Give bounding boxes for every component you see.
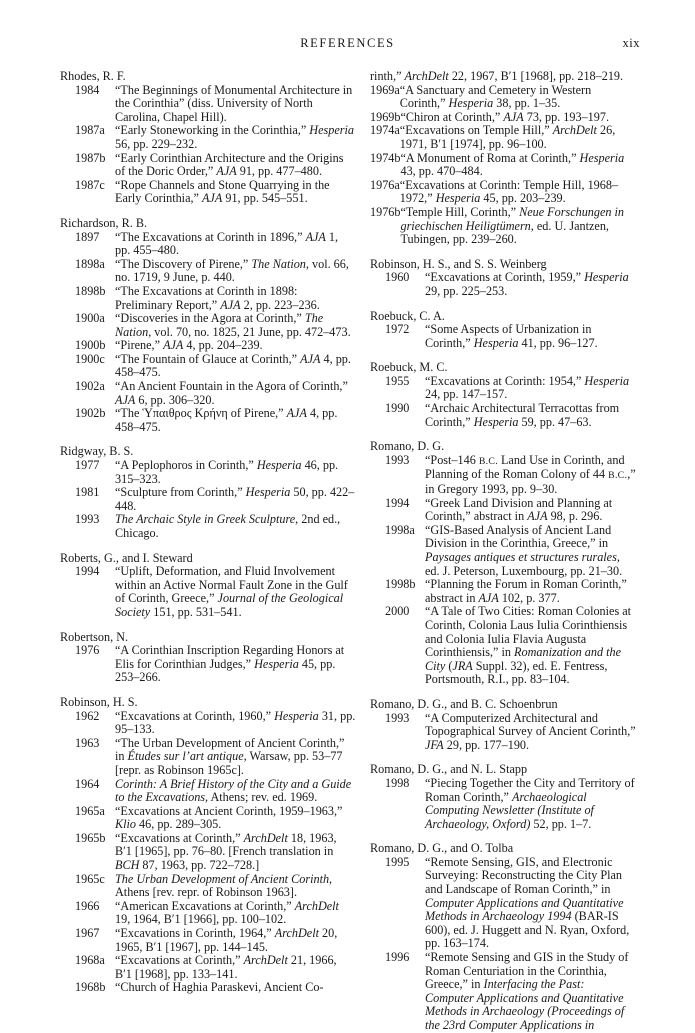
author-block	[370, 70, 636, 247]
reference-entry	[60, 900, 356, 927]
entry-year: 1976b	[370, 204, 401, 219]
entry-year: 1976a	[370, 177, 400, 192]
entry-year: 1998b	[385, 577, 416, 592]
entry-year: 1960	[385, 270, 410, 285]
reference-entry	[60, 644, 356, 685]
author-block	[370, 842, 636, 1032]
entry-year: 2000	[385, 604, 410, 619]
entry-text: rinth,” ArchDelt 22, 1967, B′1 [1968], pp. 218–219.	[370, 69, 624, 83]
entry-text: “Post–146 B.C. Land Use in Corinth, and Planning of the Roman Colony of 44 B.C.,” in Gregory 1993, pp. 9–30.	[425, 452, 636, 497]
author-name: Romano, D. G., and N. L. Stapp	[370, 762, 528, 777]
entry-text: “The Urban Development of Ancient Corinth,” in Études sur l’art antique, Warsaw, pp. 53–77 [repr. as Robinson 1965c].	[115, 735, 345, 777]
reference-entry	[60, 285, 356, 312]
author-block	[370, 258, 636, 299]
entry-text: Corinth: A Brief History of the City and a Guide to the Excavations, Athens; rev. ed. 1969.	[115, 776, 352, 805]
entry-year: 1900c	[75, 351, 105, 366]
reference-entry	[60, 778, 356, 805]
entry-text: “Early Corinthian Architecture and the Origins of the Doric Order,” AJA 91, pp. 477–480.	[115, 150, 344, 179]
entry-text: “Some Aspects of Urbanization in Corinth,” Hesperia 41, pp. 96–127.	[425, 322, 598, 350]
reference-entry	[370, 206, 636, 247]
entry-text: “An Ancient Fountain in the Agora of Corinth,” AJA 6, pp. 306–320.	[115, 379, 348, 407]
entry-year: 1969a	[370, 82, 400, 97]
reference-entry	[370, 605, 636, 687]
entry-year: 1967	[75, 926, 100, 941]
entry-text: “Excavations at Ancient Corinth, 1959–1963,” Klio 46, pp. 289–305.	[115, 803, 343, 832]
entry-year: 1993	[75, 512, 100, 527]
entry-year: 1993	[385, 452, 410, 467]
author-block	[60, 217, 356, 435]
reference-entry	[370, 951, 636, 1033]
author-block	[370, 361, 636, 429]
reference-entry	[60, 380, 356, 407]
entry-year: 1974a	[370, 123, 400, 138]
reference-entry	[370, 271, 636, 298]
entry-text: “Archaic Architectural Terracottas from Corinth,” Hesperia 59, pp. 47–63.	[425, 401, 620, 429]
reference-entry	[60, 84, 356, 125]
author-block	[60, 631, 356, 685]
entry-text: “Temple Hill, Corinth,” Neue Forschungen in griechischen Heiligtümern, ed. U. Jantzen, Tubingen, pp. 239–260.	[400, 204, 625, 247]
reference-entry	[370, 375, 636, 402]
reference-entry	[60, 152, 356, 179]
entry-text: “Excavations at Corinth,” ArchDelt 18, 1963, B′1 [1965], pp. 76–80. [French translation in BCH 87, 1963, pp. 722–728.]	[115, 830, 337, 873]
entry-year: 1955	[385, 373, 410, 388]
author-name: Roberts, G., and I. Steward	[60, 550, 193, 565]
entry-year: 1977	[75, 458, 100, 473]
entry-text: “Planning the Forum in Roman Corinth,” abstract in AJA 102, p. 377.	[425, 577, 627, 605]
right-column	[370, 70, 636, 1033]
reference-entry	[60, 339, 356, 353]
reference-entry	[370, 323, 636, 350]
entry-text: “Church of Haghia Paraskevi, Ancient Co-	[115, 980, 324, 995]
reference-entry	[60, 407, 356, 434]
reference-entry	[60, 927, 356, 954]
author-name: Rhodes, R. F.	[60, 69, 126, 83]
reference-entry	[60, 258, 356, 285]
entry-year: 1902a	[75, 379, 105, 394]
entry-text: “A Tale of Two Cities: Roman Colonies at Corinth, Colonia Laus Iulia Corinthiensis and Colonia Iulia Flavia Augusta Corinthiensis,” in Romanization and the City (JRA Suppl. 32), ed. E. Fentress, Portsmouth, R.I., pp. 83–104.	[425, 604, 632, 687]
reference-entry	[60, 954, 356, 981]
reference-entry	[60, 873, 356, 900]
entry-year: 1994	[75, 564, 100, 579]
entry-year: 1964	[75, 776, 100, 791]
reference-entry	[370, 777, 636, 831]
author-name: Robinson, H. S.	[60, 694, 138, 709]
entry-year: 1968a	[75, 953, 105, 968]
entry-text: The Urban Development of Ancient Corinth, Athens [rev. repr. of Robinson 1963].	[115, 871, 333, 900]
entry-year: 1900a	[75, 311, 105, 326]
reference-entry	[370, 70, 636, 84]
entry-text: The Archaic Style in Greek Sculpture, 2nd ed., Chicago.	[115, 512, 341, 540]
author-name: Romano, D. G.	[370, 439, 445, 454]
entry-year: 1998a	[385, 522, 415, 537]
reference-entry	[370, 578, 636, 605]
reference-entry	[370, 179, 636, 206]
reference-entry	[370, 84, 636, 111]
entry-text: “The Fountain of Glauce at Corinth,” AJA 4, pp. 458–475.	[115, 351, 351, 380]
entry-text: “American Excavations at Corinth,” ArchDelt 19, 1964, B′1 [1966], pp. 100–102.	[115, 898, 339, 927]
entry-year: 1990	[385, 401, 410, 416]
entry-text: “A Sanctuary and Cemetery in Western Corinth,” Hesperia 38, pp. 1–35.	[399, 82, 592, 111]
running-title: REFERENCES	[300, 36, 395, 50]
reference-entry	[60, 513, 356, 540]
entry-text: “Greek Land Division and Planning at Corinth,” abstract in AJA 98, p. 296.	[425, 495, 613, 524]
reference-entry	[370, 402, 636, 429]
author-name: Robinson, H. S., and S. S. Weinberg	[370, 256, 547, 271]
author-name: Roebuck, C. A.	[370, 308, 445, 323]
entry-year: 1897	[75, 229, 100, 244]
entry-text: “Pirene,” AJA 4, pp. 204–239.	[115, 338, 263, 353]
reference-entry	[60, 312, 356, 339]
entry-year: 1996	[385, 950, 410, 965]
entry-text: “A Computerized Architectural and Topographical Survey of Ancient Corinth,” JFA 29, pp. 177–190.	[425, 710, 636, 752]
entry-text: “Excavations at Corinth: 1954,” Hesperia 24, pp. 147–157.	[425, 373, 630, 402]
entry-year: 1972	[385, 322, 410, 337]
author-block	[60, 696, 356, 995]
reference-entry	[370, 524, 636, 578]
reference-entry	[60, 353, 356, 380]
reference-entry	[60, 710, 356, 737]
entry-text: “Remote Sensing and GIS in the Study of Roman Centuriation in the Corinthia, Greece,” in Interfacing the Past: Computer Applications and Quantitative Methods in Archaeology (Proceedings of the 23rd Computer Applications in	[425, 950, 629, 1032]
entry-year: 1981	[75, 485, 100, 500]
reference-entry	[60, 179, 356, 206]
page-number: xix	[622, 36, 640, 50]
entry-year: 1993	[385, 710, 410, 725]
entry-text: “A Monument of Roma at Corinth,” Hesperia 43, pp. 470–484.	[400, 150, 625, 179]
entry-year: 1995	[385, 854, 410, 869]
author-block	[370, 440, 636, 687]
entry-text: “The Excavations at Corinth in 1898: Preliminary Report,” AJA 2, pp. 223–236.	[115, 283, 320, 312]
author-name: Romano, D. G., and B. C. Schoenbrun	[370, 696, 558, 711]
entry-text: “The Excavations at Corinth in 1896,” AJA 1, pp. 455–480.	[115, 229, 339, 258]
author-block	[370, 698, 636, 752]
entry-text: “Chiron at Corinth,” AJA 73, pp. 193–197.	[400, 109, 609, 124]
reference-entry	[60, 459, 356, 486]
entry-text: “The Discovery of Pirene,” The Nation, vol. 66, no. 1719, 9 June, p. 440.	[115, 256, 349, 285]
entry-year: 1968b	[75, 980, 106, 995]
reference-entry	[60, 124, 356, 151]
entry-text: “Remote Sensing, GIS, and Electronic Surveying: Reconstructing the City Plan and Landscape of Roman Corinth,” in Computer Applications and Quantitative Methods in Archaeology 1994 (BAR-IS 600), ed. J. Huggett and N. Ryan, Oxford, pp. 163–174.	[425, 854, 630, 951]
entry-year: 1974b	[370, 150, 401, 165]
entry-text: “Excavations at Corinth, 1959,” Hesperia 29, pp. 225–253.	[425, 270, 629, 298]
author-block	[60, 70, 356, 206]
reference-entry	[60, 832, 356, 873]
entry-year: 1965a	[75, 803, 105, 818]
entry-text: “The Beginnings of Monumental Architecture in the Corinthia” (diss. University of North Carolina, Chapel Hill).	[115, 82, 353, 124]
entry-year: 1987a	[75, 123, 105, 138]
reference-entry	[370, 124, 636, 151]
author-block	[60, 445, 356, 540]
reference-entry	[60, 565, 356, 619]
entry-text: “GIS-Based Analysis of Ancient Land Division in the Corinthia, Greece,” in Paysages antiques et structures rurales, ed. J. Peterson, Luxembourg, pp. 21–30.	[425, 522, 623, 578]
author-name: Romano, D. G., and O. Tolba	[370, 841, 514, 856]
reference-entry	[370, 152, 636, 179]
page-header	[0, 36, 695, 56]
reference-entry	[370, 497, 636, 524]
entry-year: 1898a	[75, 256, 105, 271]
reference-entry	[60, 737, 356, 778]
entry-year: 1966	[75, 898, 100, 913]
entry-year: 1965b	[75, 830, 106, 845]
entry-text: “Excavations at Corinth, 1960,” Hesperia 31, pp. 95–133.	[115, 708, 356, 737]
entry-year: 1987c	[75, 177, 105, 192]
entry-year: 1902b	[75, 406, 106, 421]
entry-year: 1976	[75, 643, 100, 658]
entry-year: 1962	[75, 708, 100, 723]
reference-entry	[60, 486, 356, 513]
entry-text: “Discoveries in the Agora at Corinth,” The Nation, vol. 70, no. 1825, 21 June, pp. 472–473.	[115, 311, 351, 339]
entry-text: “Uplift, Deformation, and Fluid Involvement within an Active Normal Fault Zone in the Gulf of Corinth, Greece,” Journal of the Geological Society 151, pp. 531–541.	[115, 564, 348, 619]
author-block	[60, 552, 356, 620]
author-name: Roebuck, M. C.	[370, 360, 448, 375]
entry-year: 1987b	[75, 150, 106, 165]
entry-text: “Excavations on Temple Hill,” ArchDelt 26, 1971, B′1 [1974], pp. 96–100.	[399, 123, 616, 151]
entry-text: “Excavations at Corinth,” ArchDelt 21, 1966, B′1 [1968], pp. 133–141.	[115, 953, 337, 981]
author-name: Richardson, R. B.	[60, 215, 148, 230]
reference-entry	[370, 712, 636, 753]
entry-text: “Early Stoneworking in the Corinthia,” Hesperia 56, pp. 229–232.	[115, 123, 354, 151]
entry-text: “A Peplophoros in Corinth,” Hesperia 46, pp. 315–323.	[115, 458, 339, 486]
entry-text: “Excavations in Corinth, 1964,” ArchDelt 20, 1965, B′1 [1967], pp. 144–145.	[115, 926, 338, 954]
entry-text: “A Corinthian Inscription Regarding Honors at Elis for Corinthian Judges,” Hesperia 45, pp. 253–266.	[115, 643, 345, 685]
author-block	[370, 310, 636, 351]
reference-entry	[60, 981, 356, 995]
entry-text: “Rope Channels and Stone Quarrying in the Early Corinthia,” AJA 91, pp. 545–551.	[115, 177, 330, 206]
reference-entry	[370, 454, 636, 497]
reference-entry	[60, 231, 356, 258]
entry-year: 1994	[385, 495, 410, 510]
entry-text: “Piecing Together the City and Territory of Roman Corinth,” Archaeological Computing Newsletter (Institute of Archaeology, Oxford) 52, pp. 1–7.	[425, 775, 635, 831]
entry-year: 1984	[75, 82, 100, 97]
left-column	[60, 70, 356, 995]
entry-text: “Excavations at Corinth: Temple Hill, 1968–1972,” Hesperia 45, pp. 203–239.	[399, 177, 619, 206]
entry-year: 1998	[385, 775, 410, 790]
reference-entry	[370, 856, 636, 951]
entry-year: 1965c	[75, 871, 105, 886]
author-block	[370, 763, 636, 831]
entry-year: 1963	[75, 735, 100, 750]
reference-entry	[370, 111, 636, 125]
entry-text: “Sculpture from Corinth,” Hesperia 50, pp. 422–448.	[115, 485, 355, 513]
author-name: Robertson, N.	[60, 629, 129, 644]
reference-entry	[60, 805, 356, 832]
author-name: Ridgway, B. S.	[60, 444, 134, 459]
entry-text: “The Ὑπαιθρος Κρήνη of Pirene,” AJA 4, pp. 458–475.	[115, 406, 338, 434]
entry-year: 1969b	[370, 109, 401, 124]
entry-year: 1898b	[75, 283, 106, 298]
entry-year: 1900b	[75, 338, 106, 353]
